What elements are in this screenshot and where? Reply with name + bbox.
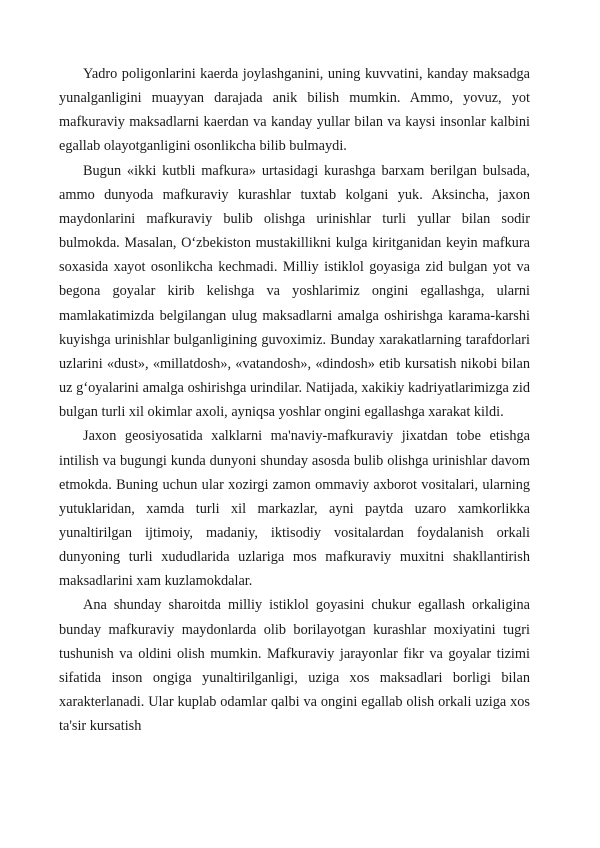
document-body bbox=[59, 62, 530, 738]
paragraph-3: Jaxon geosiyosatida xalklarni ma'naviy-mafkuraviy jixatdan tobe etishga intilish va bugungi kunda dunyoni shunday asosda bulib olishga urinishlar davom etmokda. Buning uchun ular xozirgi zamon ommaviy axborot vositalari, ularning yutuklaridan, xamda turli xil markazlar, ayni paytda uzaro xamkorlikka yunaltirilgan ijtimoiy, madaniy, iktisodiy vositalardan foydalanish orkali dunyoning turli xududlarida uzlariga mos mafkuraviy muxitni shakllantirish maksadlarini xam kuzlamokdalar. bbox=[59, 428, 530, 590]
paragraph-4: Ana shunday sharoitda milliy istiklol goyasini chukur egallash orkaligina bunday mafkuraviy maydonlarda olib borilayotgan kurashlar moxiyatini tugri tushunish va oldini olish mumkin. Mafkuraviy jarayonlar fikr va goyalar tizimi sifatida inson ongiga yunaltirilganligi, uziga xos maksadlari borligi bilan xarakterlanadi. Ular kuplab odamlar qalbi va ongini egallab olish orkali uziga xos ta'sir kursatish bbox=[59, 597, 530, 735]
paragraph-1: Yadro poligonlarini kaerda joylashganini, uning kuvvatini, kanday maksadga yunalganligini muayyan darajada anik bilish mumkin. Ammo, yovuz, yot mafkuraviy maksadlarni kaerdan va kanday yullar bilan va kaysi insonlar kalbini egallab olayotganligini osonlikcha bilib bulmaydi. bbox=[59, 66, 530, 155]
paragraph-2: Bugun «ikki kutbli mafkura» urtasidagi kurashga barxam berilgan bulsada, ammo dunyoda mafkuraviy kurashlar tuxtab kolgani yuk. Aksincha, jaxon maydonlarini mafkuraviy bulib olishga urinishlar turli yullar bilan sodir bulmokda. Masalan, O‘zbekiston mustakillikni kulga kiritganidan keyin mafkura soxasida xayot osonlikcha kechmadi. Milliy istiklol goyasiga zid bulgan yot va begona goyalar kirib kelishga va yoshlarimiz ongini egallashga, ularni mamlakatimizda belgilangan ulug maksadlarni amalga oshirishga karama-karshi kuyishga urinishlar bulganligining guvoximiz. Bunday xarakatlarning tarafdorlari uzlarini «dust», «millatdosh», «vatandosh», «dindosh» etib kursatish nikobi bilan uz g‘oyalarini amalga oshirishga urindilar. Natijada, xakikiy kadriyatlarimizga zid bulgan turli xil okimlar axoli, ayniqsa yoshlar ongini egallashga xarakat kildi. bbox=[59, 162, 530, 421]
